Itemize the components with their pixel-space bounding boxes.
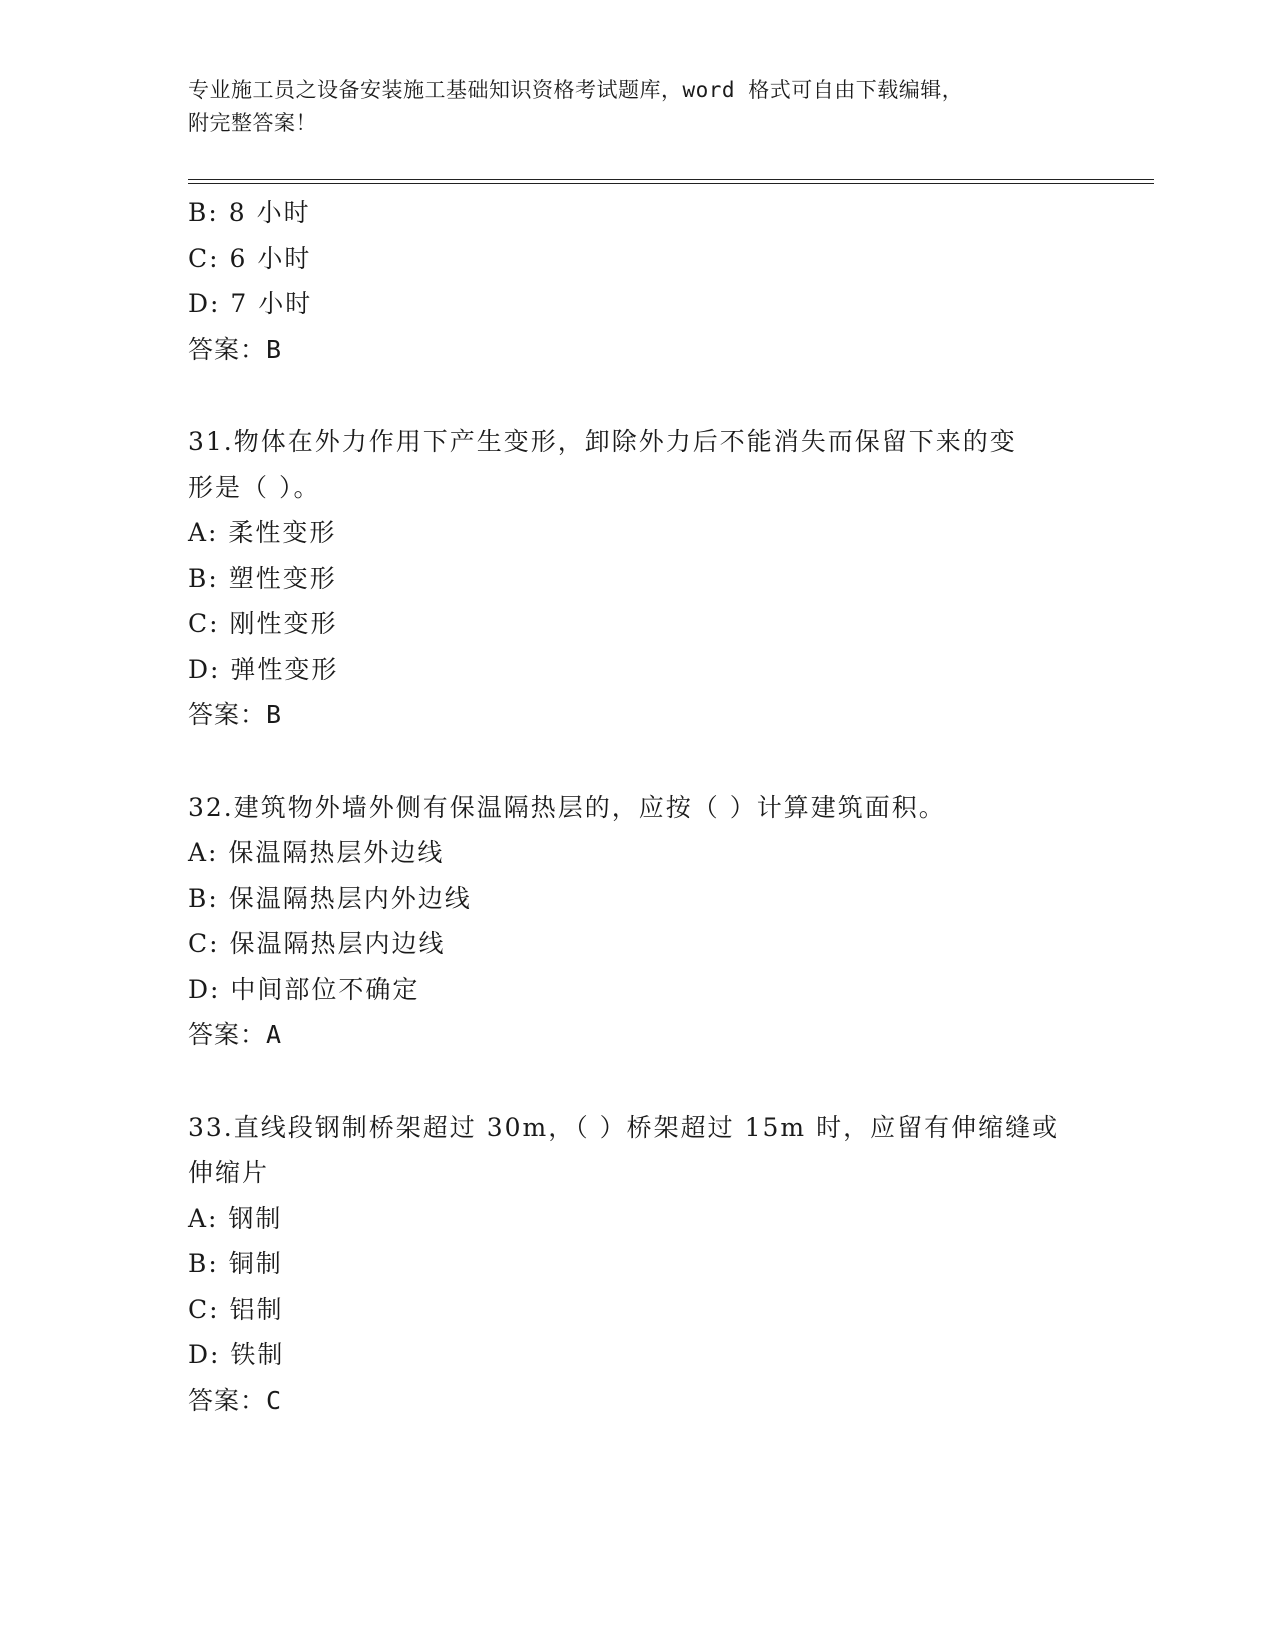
option-d: D: 中间部位不确定 <box>188 974 420 1004</box>
option-d: D: 铁制 <box>188 1340 285 1369</box>
option-b: B: 铜制 <box>188 1249 283 1278</box>
answer-line <box>188 692 1088 738</box>
option-d: D: 7 小时 <box>188 289 313 318</box>
option-b: B: 塑性变形 <box>188 563 337 593</box>
option-c: C: 刚性变形 <box>188 609 338 638</box>
option-d: D: 弹性变形 <box>188 654 339 684</box>
page-header <box>188 74 1068 140</box>
header-title-line-1: 专业施工员之设备安装施工基础知识资格考试题库，word 格式可自由下载编辑， <box>188 78 964 102</box>
question-30-continued <box>188 190 1088 372</box>
option-c: C: 铝制 <box>188 1294 284 1324</box>
answer-label: 答案： <box>188 1385 267 1415</box>
option-a: A: 保温隔热层外边线 <box>188 838 445 867</box>
question-stem: 形是（ ）。 <box>188 472 321 502</box>
answer-value: A <box>266 1020 283 1049</box>
question-stem: 32.建筑物外墙外侧有保温隔热层的，应按（ ）计算建筑面积。 <box>188 792 946 822</box>
answer-label: 答案： <box>188 700 267 729</box>
header-divider-bottom <box>188 183 1154 184</box>
option-b: B: 8 小时 <box>188 198 311 227</box>
option-c: C: 6 小时 <box>188 243 312 273</box>
option-a: A: 钢制 <box>188 1203 283 1233</box>
answer-value: B <box>266 700 283 729</box>
answer-label: 答案： <box>188 1020 267 1049</box>
option-c: C: 保温隔热层内边线 <box>188 929 446 958</box>
answer-value: C <box>266 1385 283 1415</box>
question-32 <box>188 785 1088 1058</box>
answer-label: 答案： <box>188 334 267 364</box>
question-list <box>188 190 1088 1423</box>
answer-line <box>188 1012 1088 1058</box>
option-a: A: 柔性变形 <box>188 518 337 547</box>
answer-value: B <box>266 334 283 364</box>
header-divider-top <box>188 179 1154 180</box>
answer-line <box>188 327 1088 373</box>
header-title-line-2: 附完整答案！ <box>188 111 317 135</box>
question-33 <box>188 1105 1088 1424</box>
question-stem: 33.直线段钢制桥架超过 30m，（ ）桥架超过 15m 时，应留有伸缩缝或 <box>188 1112 1060 1142</box>
question-stem: 伸缩片 <box>188 1158 270 1187</box>
question-31 <box>188 419 1088 738</box>
question-stem: 31.物体在外力作用下产生变形，卸除外力后不能消失而保留下来的变 <box>188 427 1017 456</box>
option-b: B: 保温隔热层内外边线 <box>188 883 472 913</box>
answer-line <box>188 1378 1088 1424</box>
